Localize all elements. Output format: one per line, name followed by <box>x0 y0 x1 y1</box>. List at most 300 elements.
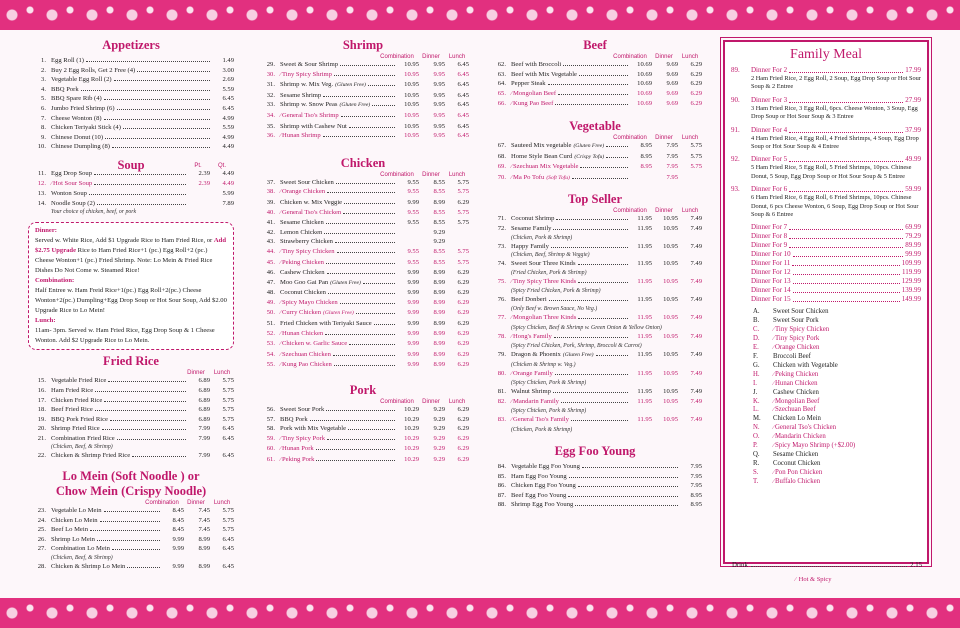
item-price: 10.95 <box>663 388 678 396</box>
entree-name <box>773 415 821 424</box>
entree-letter: P. <box>753 442 758 450</box>
item-tag: (Gluten Free) <box>330 279 361 286</box>
chili-pepper-icon: ∕ <box>773 327 775 334</box>
item-number: 62. <box>497 61 506 68</box>
item-price: 8.99 <box>433 340 445 348</box>
entree-letter: F. <box>753 353 758 360</box>
item-number: 15. <box>37 377 46 385</box>
family-meal-row <box>725 66 927 75</box>
leader-dots <box>548 84 628 85</box>
leader-dots <box>97 204 186 205</box>
item-price: 10.95 <box>663 351 678 359</box>
item-name-text: BBQ Pork <box>51 85 79 93</box>
item-price: 6.89 <box>198 377 210 385</box>
menu-item-row <box>488 500 702 510</box>
item-name-text: Beef Egg Foo Young <box>511 491 567 499</box>
item-number: 32. <box>266 91 275 99</box>
item-price: 7.95 <box>666 173 678 181</box>
item-price: 8.99 <box>433 278 445 286</box>
item-number: 64. <box>497 80 506 88</box>
item-price: 9.99 <box>407 278 419 286</box>
item-name-text: Vegetable Egg Foo Young <box>511 463 580 471</box>
item-number: 16. <box>37 386 46 394</box>
item-name <box>51 525 88 535</box>
item-price: 10.69 <box>637 80 652 88</box>
leader-dots <box>123 128 210 129</box>
leader-dots <box>95 410 186 411</box>
item-name-text: Tiny Spicy Pork <box>282 434 326 442</box>
entree-choice-row <box>753 317 927 326</box>
item-number: 33. <box>266 101 275 109</box>
item-number: 2. <box>41 66 46 74</box>
item-name: Dinner For 7 <box>751 223 788 232</box>
family-meal-row <box>725 126 927 135</box>
item-price: 5.75 <box>690 163 702 171</box>
entree-name-text: Tiny Spicy Chicken <box>775 326 830 334</box>
family-meal-description: 3 Ham Fried Rice, 3 Egg Roll, 6pcs. Cheese Wonton, 3 Soup, Egg Drop Soup or Hot Sour Soup & 3 Entree <box>751 104 918 121</box>
item-number: 52. <box>266 329 275 337</box>
item-price: 5.75 <box>457 208 469 216</box>
section-title-shrimp: Shrimp <box>342 38 384 52</box>
item-number: 27. <box>37 545 46 553</box>
menu-item-row <box>257 424 469 434</box>
item-name <box>511 70 577 80</box>
item-number: 69. <box>497 163 506 171</box>
item-name-text: Coconut Shrimp <box>511 215 555 223</box>
chili-pepper-icon: ∕ <box>280 362 282 369</box>
item-name <box>51 75 112 85</box>
leader-dots <box>344 203 395 204</box>
leader-dots <box>554 337 628 338</box>
item-price: 8.99 <box>433 329 445 337</box>
item-price: 17.99 <box>905 66 921 74</box>
item-number: 74. <box>497 260 506 268</box>
item-price: 10.95 <box>404 70 419 78</box>
entree-choice-row <box>753 398 927 407</box>
item-name-text: Kung Pao Chicken <box>282 361 332 369</box>
menu-item-row <box>488 152 702 163</box>
entree-letter: R. <box>753 459 760 467</box>
entree-letter: G. <box>753 361 760 369</box>
chili-pepper-icon: ∕ <box>773 407 775 414</box>
item-price: 59.99 <box>905 185 921 194</box>
item-price: 5.75 <box>222 377 234 385</box>
soup-note: Your choice of chicken, beef, or pork <box>51 209 137 216</box>
item-number: 29. <box>266 61 275 68</box>
leader-dots <box>94 184 186 185</box>
beef-price-header: Combination Dinner Lunch <box>613 54 699 60</box>
item-price: 6.89 <box>198 386 210 394</box>
item-price: 10.69 <box>637 70 652 78</box>
item-name <box>511 350 594 361</box>
leader-dots <box>789 232 903 239</box>
shrimp-price-header: Combination Dinner Lunch <box>380 54 466 60</box>
item-name-text: Moo Goo Gai Pan <box>280 278 329 286</box>
leader-dots <box>316 460 395 461</box>
item-name-text: Beef Lo Mein <box>51 526 88 534</box>
item-price: 7.49 <box>690 224 702 232</box>
leader-dots <box>563 65 628 66</box>
item-price: 6.29 <box>690 89 702 97</box>
chili-pepper-icon: ∕ <box>280 112 282 119</box>
item-number: 28. <box>37 563 46 571</box>
entree-name-text: Sweet Sour Pork <box>773 317 819 325</box>
item-number: 92. <box>731 155 740 164</box>
item-name <box>51 396 102 406</box>
leader-dots <box>110 420 186 421</box>
item-name: Dinner For 5 <box>751 155 788 164</box>
leader-dots <box>372 105 395 106</box>
item-price: 9.29 <box>433 445 445 453</box>
leader-dots <box>789 66 903 73</box>
entree-name-text: Sesame Chicken <box>773 450 819 458</box>
item-price: 7.89 <box>222 199 234 207</box>
item-name-text: Orange Family <box>513 369 553 377</box>
menu-item-row <box>257 434 469 445</box>
item-note: (Spicy Chicken, Beef & Shrimp w. Green Onion & Yellow Onion) <box>511 324 662 331</box>
item-name <box>280 131 321 142</box>
top-seller-price-header: Combination Dinner Lunch <box>613 208 699 215</box>
item-name <box>51 169 92 179</box>
item-name <box>280 70 332 81</box>
menu-item-row <box>488 162 702 173</box>
item-note: (Chicken, Beef, & Shrimp) <box>51 444 113 451</box>
combination-label: Combination: <box>35 277 75 285</box>
menu-item-row <box>28 544 234 554</box>
item-price: 11.95 <box>637 332 652 340</box>
leader-dots <box>94 174 186 175</box>
item-name <box>280 350 331 361</box>
item-price: 5.59 <box>222 124 234 132</box>
item-name-text: Cheese Wonton (8) <box>51 114 102 122</box>
item-price: 9.99 <box>407 289 419 297</box>
item-note: (Spicy Chicken, Pork & Shrimp) <box>511 380 587 387</box>
menu-item-row <box>257 60 469 70</box>
chili-pepper-icon: ∕ <box>280 330 282 337</box>
item-price: 2.39 <box>198 169 210 177</box>
leader-dots <box>333 355 395 356</box>
leader-dots <box>104 119 210 120</box>
leader-dots <box>578 282 628 283</box>
menu-item-row <box>488 60 702 70</box>
menu-item-row <box>257 228 469 238</box>
leader-dots <box>568 496 678 497</box>
menu-item-row <box>257 268 469 278</box>
item-number: 54. <box>266 350 275 358</box>
item-name <box>511 79 546 89</box>
leader-dots <box>323 96 395 97</box>
item-name <box>51 85 79 95</box>
item-price: 10.95 <box>404 132 419 140</box>
item-number: 38. <box>266 188 275 196</box>
item-number: 58. <box>266 425 275 433</box>
item-name-text: Sweet Sour Pork <box>280 406 325 414</box>
item-price: 6.45 <box>222 104 234 112</box>
item-price: 8.95 <box>640 141 652 149</box>
item-price: 5.75 <box>457 219 469 227</box>
item-name <box>51 424 100 434</box>
menu-item-row <box>257 455 469 466</box>
item-name-text: Chicken Egg Foo Young <box>511 482 576 490</box>
entree-name-text: Tiny Spicy Pork <box>775 335 820 343</box>
item-price: 8.55 <box>433 208 445 216</box>
entree-letter: Q. <box>753 450 760 458</box>
item-name-text: Chinese Dumpling (8) <box>51 143 110 151</box>
item-note: (Chicken, Beef, Shrimp & Veggie) <box>511 252 590 259</box>
chili-pepper-icon: ∕ <box>280 248 282 255</box>
item-price: 9.29 <box>433 425 445 433</box>
leader-dots <box>580 167 628 168</box>
item-price: 10.95 <box>404 61 419 68</box>
menu-item-row <box>28 535 234 545</box>
menu-item-row <box>488 99 702 110</box>
entree-choice-row <box>753 308 927 317</box>
item-name <box>511 481 576 491</box>
item-price: 119.99 <box>902 268 921 277</box>
item-name <box>280 288 326 298</box>
item-number: 20. <box>37 425 46 433</box>
item-number: 10. <box>37 143 46 151</box>
item-price: 7.49 <box>690 215 702 223</box>
item-number: 60. <box>266 445 275 453</box>
item-price: 7.49 <box>690 242 702 250</box>
leader-dots <box>100 521 160 522</box>
item-number: 43. <box>266 238 275 246</box>
item-name-text: Mongolian Three Kinds <box>513 313 577 321</box>
menu-item-row <box>28 94 234 104</box>
drink-price: 2.15 <box>910 562 922 569</box>
item-price: 9.99 <box>172 545 184 553</box>
item-name: Dinner For 9 <box>751 241 788 250</box>
item-name <box>51 516 98 526</box>
menu-item-row <box>28 424 234 434</box>
item-price: 9.99 <box>407 309 419 317</box>
chili-pepper-icon: ∕ <box>511 90 513 97</box>
item-name <box>511 141 604 152</box>
chili-pepper-icon: ∕ <box>280 457 282 463</box>
item-price: 9.29 <box>433 406 445 414</box>
chili-pepper-icon: ∕ <box>511 314 513 321</box>
menu-item-row <box>488 224 702 234</box>
menu-item-row <box>488 472 702 482</box>
entree-name <box>773 451 818 460</box>
item-price: 9.29 <box>433 456 445 463</box>
item-tag: (Gluten Free) <box>335 82 366 89</box>
item-price: 7.95 <box>690 463 702 471</box>
family-meal-row <box>725 241 927 250</box>
leader-dots <box>137 71 210 72</box>
item-price: 99.99 <box>905 250 921 259</box>
item-number: 87. <box>497 491 506 499</box>
item-name <box>51 405 93 415</box>
item-price: 5.75 <box>222 386 234 394</box>
item-number: 82. <box>497 397 506 405</box>
menu-item-row <box>257 70 469 81</box>
item-name <box>280 434 325 445</box>
leader-dots <box>751 566 907 567</box>
item-name <box>280 298 338 309</box>
item-price: 8.95 <box>690 501 702 509</box>
item-number: 89. <box>731 66 740 74</box>
item-name <box>511 369 553 380</box>
leader-dots <box>789 126 903 133</box>
item-number: 37. <box>266 178 275 186</box>
chili-pepper-icon: ∕ <box>773 443 775 450</box>
entree-name <box>773 308 829 317</box>
leader-dots <box>551 247 628 248</box>
menu-item-row <box>488 214 702 224</box>
item-name-text: Pork with Mix Vegetable <box>280 425 346 433</box>
leader-dots <box>793 250 904 257</box>
item-number: 47. <box>266 278 275 286</box>
item-price: 6.29 <box>457 456 469 463</box>
leader-dots <box>112 147 210 148</box>
menu-item-row <box>257 278 469 289</box>
section-title-chow-mein: Chow Mein (Crispy Noodle) <box>55 484 207 499</box>
leader-dots <box>335 242 395 243</box>
family-meal-row <box>725 250 927 259</box>
item-name <box>511 152 604 163</box>
item-name-text: Shrimp w. Snow Peas <box>280 101 338 109</box>
item-price: 6.45 <box>457 132 469 140</box>
leader-dots <box>789 96 903 103</box>
item-name <box>511 462 580 472</box>
item-price: 7.99 <box>198 452 210 460</box>
menu-item-row <box>257 178 469 188</box>
menu-item-row <box>488 462 702 472</box>
item-price: 3.00 <box>222 66 234 74</box>
chili-pepper-icon: ∕ <box>773 371 775 378</box>
item-price: 9.95 <box>433 91 445 99</box>
item-name <box>511 277 576 288</box>
item-price: 8.55 <box>433 247 445 255</box>
menu-item-row <box>257 339 469 350</box>
item-price: 6.29 <box>457 269 469 277</box>
menu-item-row <box>28 199 234 209</box>
leader-dots <box>340 303 395 304</box>
menu-item-row <box>28 451 234 461</box>
item-price: 6.29 <box>457 415 469 423</box>
item-price: 9.55 <box>407 178 419 186</box>
item-name-text: Tiny Spicy Chicken <box>282 247 335 255</box>
item-name: Dinner For 14 <box>751 286 791 295</box>
item-name <box>280 198 342 208</box>
item-price: 6.45 <box>222 95 234 103</box>
leader-dots <box>327 273 396 274</box>
item-price: 9.99 <box>407 329 419 337</box>
quart-header: Qt. <box>217 162 226 169</box>
item-price: 6.29 <box>457 278 469 286</box>
chili-pepper-icon: ∕ <box>280 341 282 348</box>
item-name <box>51 179 92 190</box>
item-number: 24. <box>37 516 46 524</box>
item-name-text: Peking Chicken <box>282 258 324 266</box>
leader-dots <box>341 116 395 117</box>
item-name-text: Peking Pork <box>282 456 315 463</box>
section-title-egg-foo-young: Egg Foo Young <box>554 444 636 459</box>
item-note: (Spicy Chicken, Pork & Shrimp) <box>511 408 587 415</box>
leader-dots <box>334 365 395 366</box>
entree-name <box>773 344 819 353</box>
entree-choice-row <box>753 424 927 433</box>
item-price: 9.55 <box>407 219 419 227</box>
item-price: 11.95 <box>637 260 652 268</box>
entree-choice-row <box>753 344 927 353</box>
item-number: 84. <box>497 463 506 471</box>
entree-choice-row <box>753 362 927 371</box>
item-price: 11.95 <box>637 296 652 304</box>
chili-pepper-icon: ∕ <box>280 435 282 442</box>
menu-item-row <box>488 277 702 288</box>
leader-dots <box>606 157 628 158</box>
item-number: 21. <box>37 434 46 442</box>
item-price: 5.59 <box>222 85 234 93</box>
item-number: 86. <box>497 482 506 490</box>
menu-item-row <box>488 89 702 100</box>
item-name <box>511 173 570 184</box>
menu-item-row <box>257 247 469 258</box>
item-price: 10.69 <box>637 61 652 68</box>
menu-item-row <box>28 386 234 396</box>
entree-letter: D. <box>753 335 760 343</box>
item-price: 6.45 <box>457 91 469 99</box>
item-price: 9.99 <box>172 563 184 571</box>
item-name <box>51 415 108 425</box>
chili-pepper-icon: ∕ <box>511 164 513 171</box>
leader-dots <box>789 241 903 248</box>
item-price: 4.49 <box>222 169 234 177</box>
leader-dots <box>569 477 678 478</box>
leader-dots <box>325 334 395 335</box>
entree-choice-row <box>753 442 927 451</box>
item-name <box>51 544 110 554</box>
item-price: 9.99 <box>407 340 419 348</box>
menu-item-row <box>28 189 234 199</box>
lo-mein-price-header: Combination Dinner Lunch <box>145 500 231 507</box>
item-name-text: Tiny Spicy Three Kinds <box>513 277 577 285</box>
entree-name-text: Mandarin Chicken <box>775 433 826 441</box>
item-number: 26. <box>37 535 46 543</box>
item-number: 22. <box>37 452 46 460</box>
item-name-text: Sesame Family <box>511 224 552 232</box>
item-price: 5.75 <box>222 526 234 534</box>
lunch-text: 11am- 3pm. Served w. Ham Fried Rice, Egg Drop Soup & 1 Cheese Wonton. Add $2 Upgrade Rice to Lo Mein. <box>35 327 215 345</box>
item-number: 77. <box>497 313 506 321</box>
item-name-text: Shrimp with Cashew Nut <box>280 122 347 130</box>
menu-item-row <box>257 308 469 319</box>
menu-item-row <box>488 70 702 80</box>
item-name <box>511 224 551 234</box>
item-price: 8.95 <box>640 152 652 160</box>
leader-dots <box>792 259 899 266</box>
item-name-text: Lemon Chicken <box>280 228 323 236</box>
item-note: (Chicken & Shrimp w. Veg.) <box>511 361 576 368</box>
menu-item-row <box>257 187 469 198</box>
item-number: 67. <box>497 141 506 149</box>
item-name <box>280 80 366 91</box>
item-price: 10.95 <box>663 416 678 424</box>
item-number: 53. <box>266 340 275 348</box>
item-price: 139.99 <box>901 286 921 295</box>
chili-pepper-icon: ∕ <box>280 133 282 140</box>
item-name-text: Cashew Chicken <box>280 269 325 277</box>
item-note: (Spicy Fried Chicken, Pork, Shrimp, Broccoli & Carrot) <box>511 343 642 350</box>
item-price: 10.29 <box>404 406 419 414</box>
item-number: 7. <box>41 114 46 122</box>
menu-item-row <box>488 313 702 324</box>
item-name <box>280 91 321 101</box>
leader-dots <box>578 318 628 319</box>
